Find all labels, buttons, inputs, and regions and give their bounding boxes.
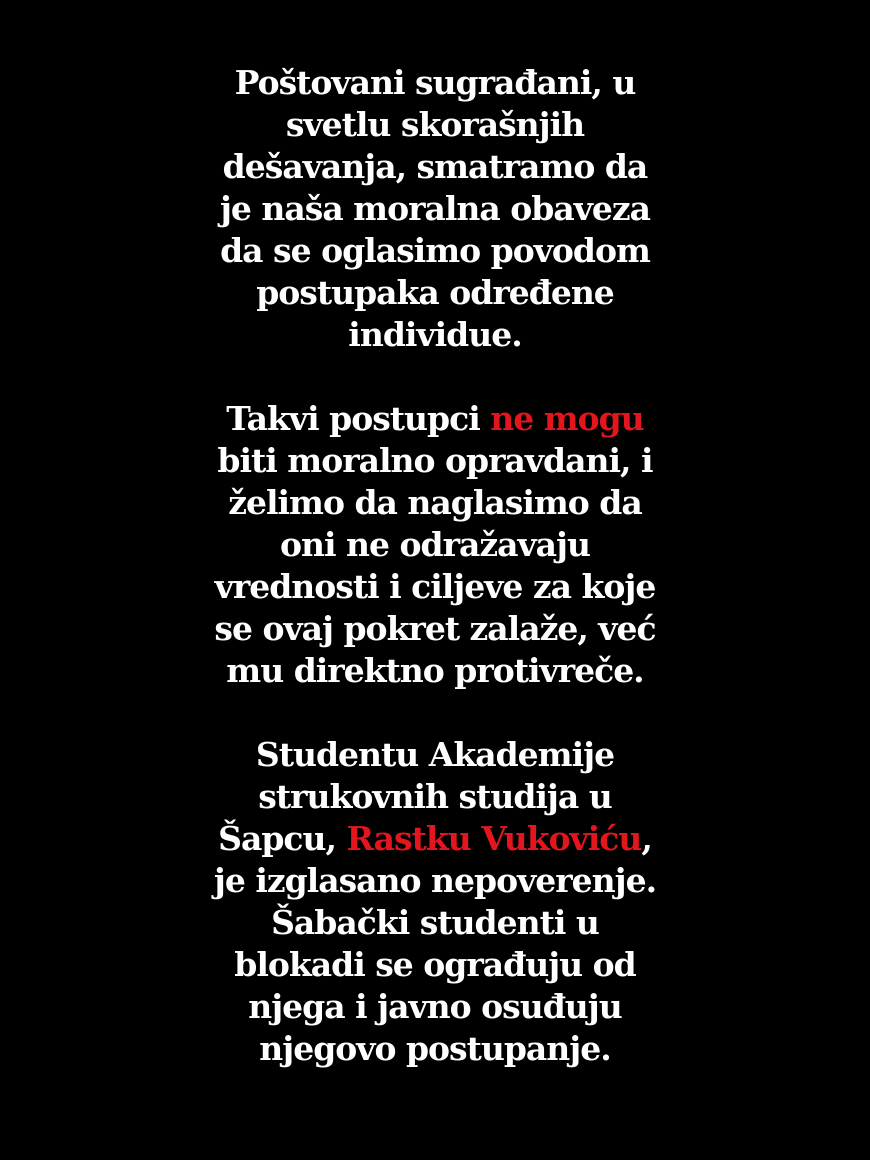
text-line: svetlu skorašnjih: [285, 105, 585, 144]
text-segment: Šapcu,: [218, 819, 347, 858]
text-line: mu direktno protivreče.: [226, 651, 644, 690]
text-line: [170, 398, 700, 440]
text-segment: Takvi postupci: [226, 399, 491, 438]
text-line: Poštovani sugrađani, u: [234, 63, 636, 102]
text-line: oni ne odražavaju: [280, 525, 590, 564]
text-line: blokadi se ograđuju od: [234, 945, 636, 984]
text-line: biti moralno opravdani, i: [217, 441, 653, 480]
text-line: Studentu Akademije: [255, 735, 615, 774]
text-line: strukovnih studija u: [258, 777, 612, 816]
text-line: da se oglasimo povodom: [220, 231, 650, 270]
text-line: želimo da naglasimo da: [228, 483, 642, 522]
statement-text: [170, 62, 700, 1070]
text-line: je naša moralna obaveza: [219, 189, 651, 228]
text-line: vrednosti i ciljeve za koje: [214, 567, 656, 606]
paragraph-intro: [170, 62, 700, 356]
highlight-name: Rastku Vukoviću: [346, 819, 642, 858]
text-line: Šabački studenti u: [271, 903, 599, 942]
text-line: se ovaj pokret zalaže, već: [214, 609, 656, 648]
paragraph-condemnation: [170, 398, 700, 692]
text-line: individue.: [348, 315, 522, 354]
text-line: njegovo postupanje.: [259, 1029, 611, 1068]
text-line: njega i javno osuđuju: [248, 987, 622, 1026]
paragraph-announcement: [170, 734, 700, 1070]
text-line: dešavanja, smatramo da: [222, 147, 648, 186]
text-line: [170, 818, 700, 860]
text-segment: ,: [641, 819, 652, 858]
highlight-text: ne mogu: [490, 399, 644, 438]
text-line: je izglasano nepoverenje.: [213, 861, 657, 900]
text-line: postupaka određene: [256, 273, 614, 312]
